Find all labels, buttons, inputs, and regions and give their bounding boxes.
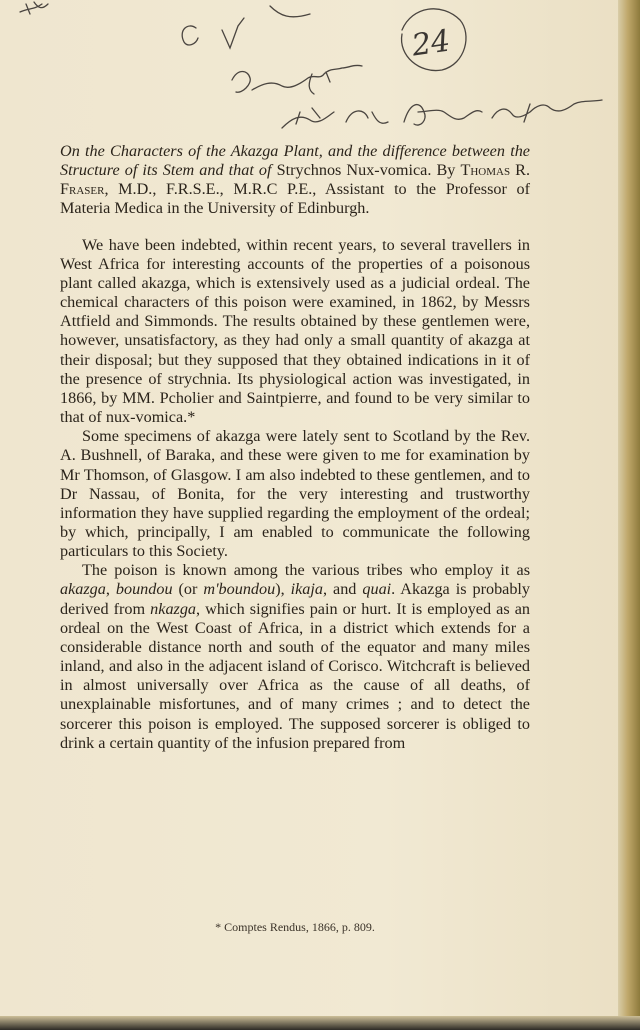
p3-text: . Akazga is probably derived from	[60, 580, 531, 618]
author-credentials: M.R.C P.E., Assistant to the Professor of Materia Medica in the University of Edinburgh.	[60, 180, 531, 218]
paragraph-3	[60, 561, 530, 753]
page-edge-right	[618, 0, 640, 1030]
plant-name: boundou	[115, 580, 173, 599]
paragraph-1: We have been indebted, within recent years, to several travellers in West Africa for interesting accounts of the properties of a poisonous plant called akazga, which is extensively used as a judicial ordeal. The chemical characters of this poison were examined, in 1862, by Messrs Attfield and Simmonds. The results obtained by these gentlemen were, however, unsatisfactory, as they had only a small quantity of akazga at their disposal; but they supposed that they obtained indications in it of the presence of strychnia. Its physiological action was investigated, in 1866, by MM. Pcholier and Saintpierre, and found to be very similar to that of nux-vomica.*	[60, 235, 530, 427]
article-title: On the Characters of the Akazga Plant, and the difference between the Structure of its Stem and that of	[60, 142, 530, 180]
handwritten-page-number: 24	[409, 23, 453, 64]
p3-text: , and	[323, 580, 357, 599]
footnote: * Comptes Rendus, 1866, p. 809.	[215, 920, 375, 934]
article-title-end: Strychnos Nux-vomica.	[276, 161, 432, 180]
paragraph-2: Some specimens of akazga were lately sent to Scotland by the Rev. A. Bushnell, of Baraka, and these were given to me for examination by Mr Thomson, of Glasgow. I am also indebted to these gentlemen, and to Dr Nassau, of Bonita, for the very interesting and trustworthy information they have supplied regarding the employment of the ordeal; by which, principally, I am enabled to communicate the following particulars to this Society.	[60, 427, 530, 561]
byline-prefix: By	[436, 161, 456, 180]
author-name: Thomas R. Fraser, M.D., F.R.S.E.,	[60, 161, 530, 199]
p3-text: (or	[178, 580, 198, 599]
p3-text: The poison is known among the various tribes who employ it as	[82, 561, 530, 580]
page-edge-bottom	[0, 1016, 640, 1030]
article-title-block	[60, 142, 530, 219]
plant-name: m'boundou	[203, 580, 276, 599]
p3-text: , which signifies pain or hurt. It is employed as an ordeal on the West Coast of Africa, in a district which extends for a considerable distance north and south of the equator and many miles inland, and also in the adjacent island of Corisco. Witchcraft is believed in almost universally over Africa as the cause of all deaths, of unexplainable misfortunes, and of many crimes ; and to detect the sorcerer this poison is employed. The supposed sorcerer is obliged to drink a certain quantity of the infusion prepared from	[60, 599, 531, 752]
p3-text: ,	[105, 580, 110, 599]
plant-name: nkazga	[150, 599, 197, 618]
plant-name: ikaja	[290, 580, 323, 599]
handwritten-inscription	[0, 0, 640, 140]
p3-text: ),	[275, 580, 285, 599]
plant-name: quai	[362, 580, 392, 599]
plant-name: akazga	[60, 580, 106, 599]
article-body	[60, 142, 530, 753]
